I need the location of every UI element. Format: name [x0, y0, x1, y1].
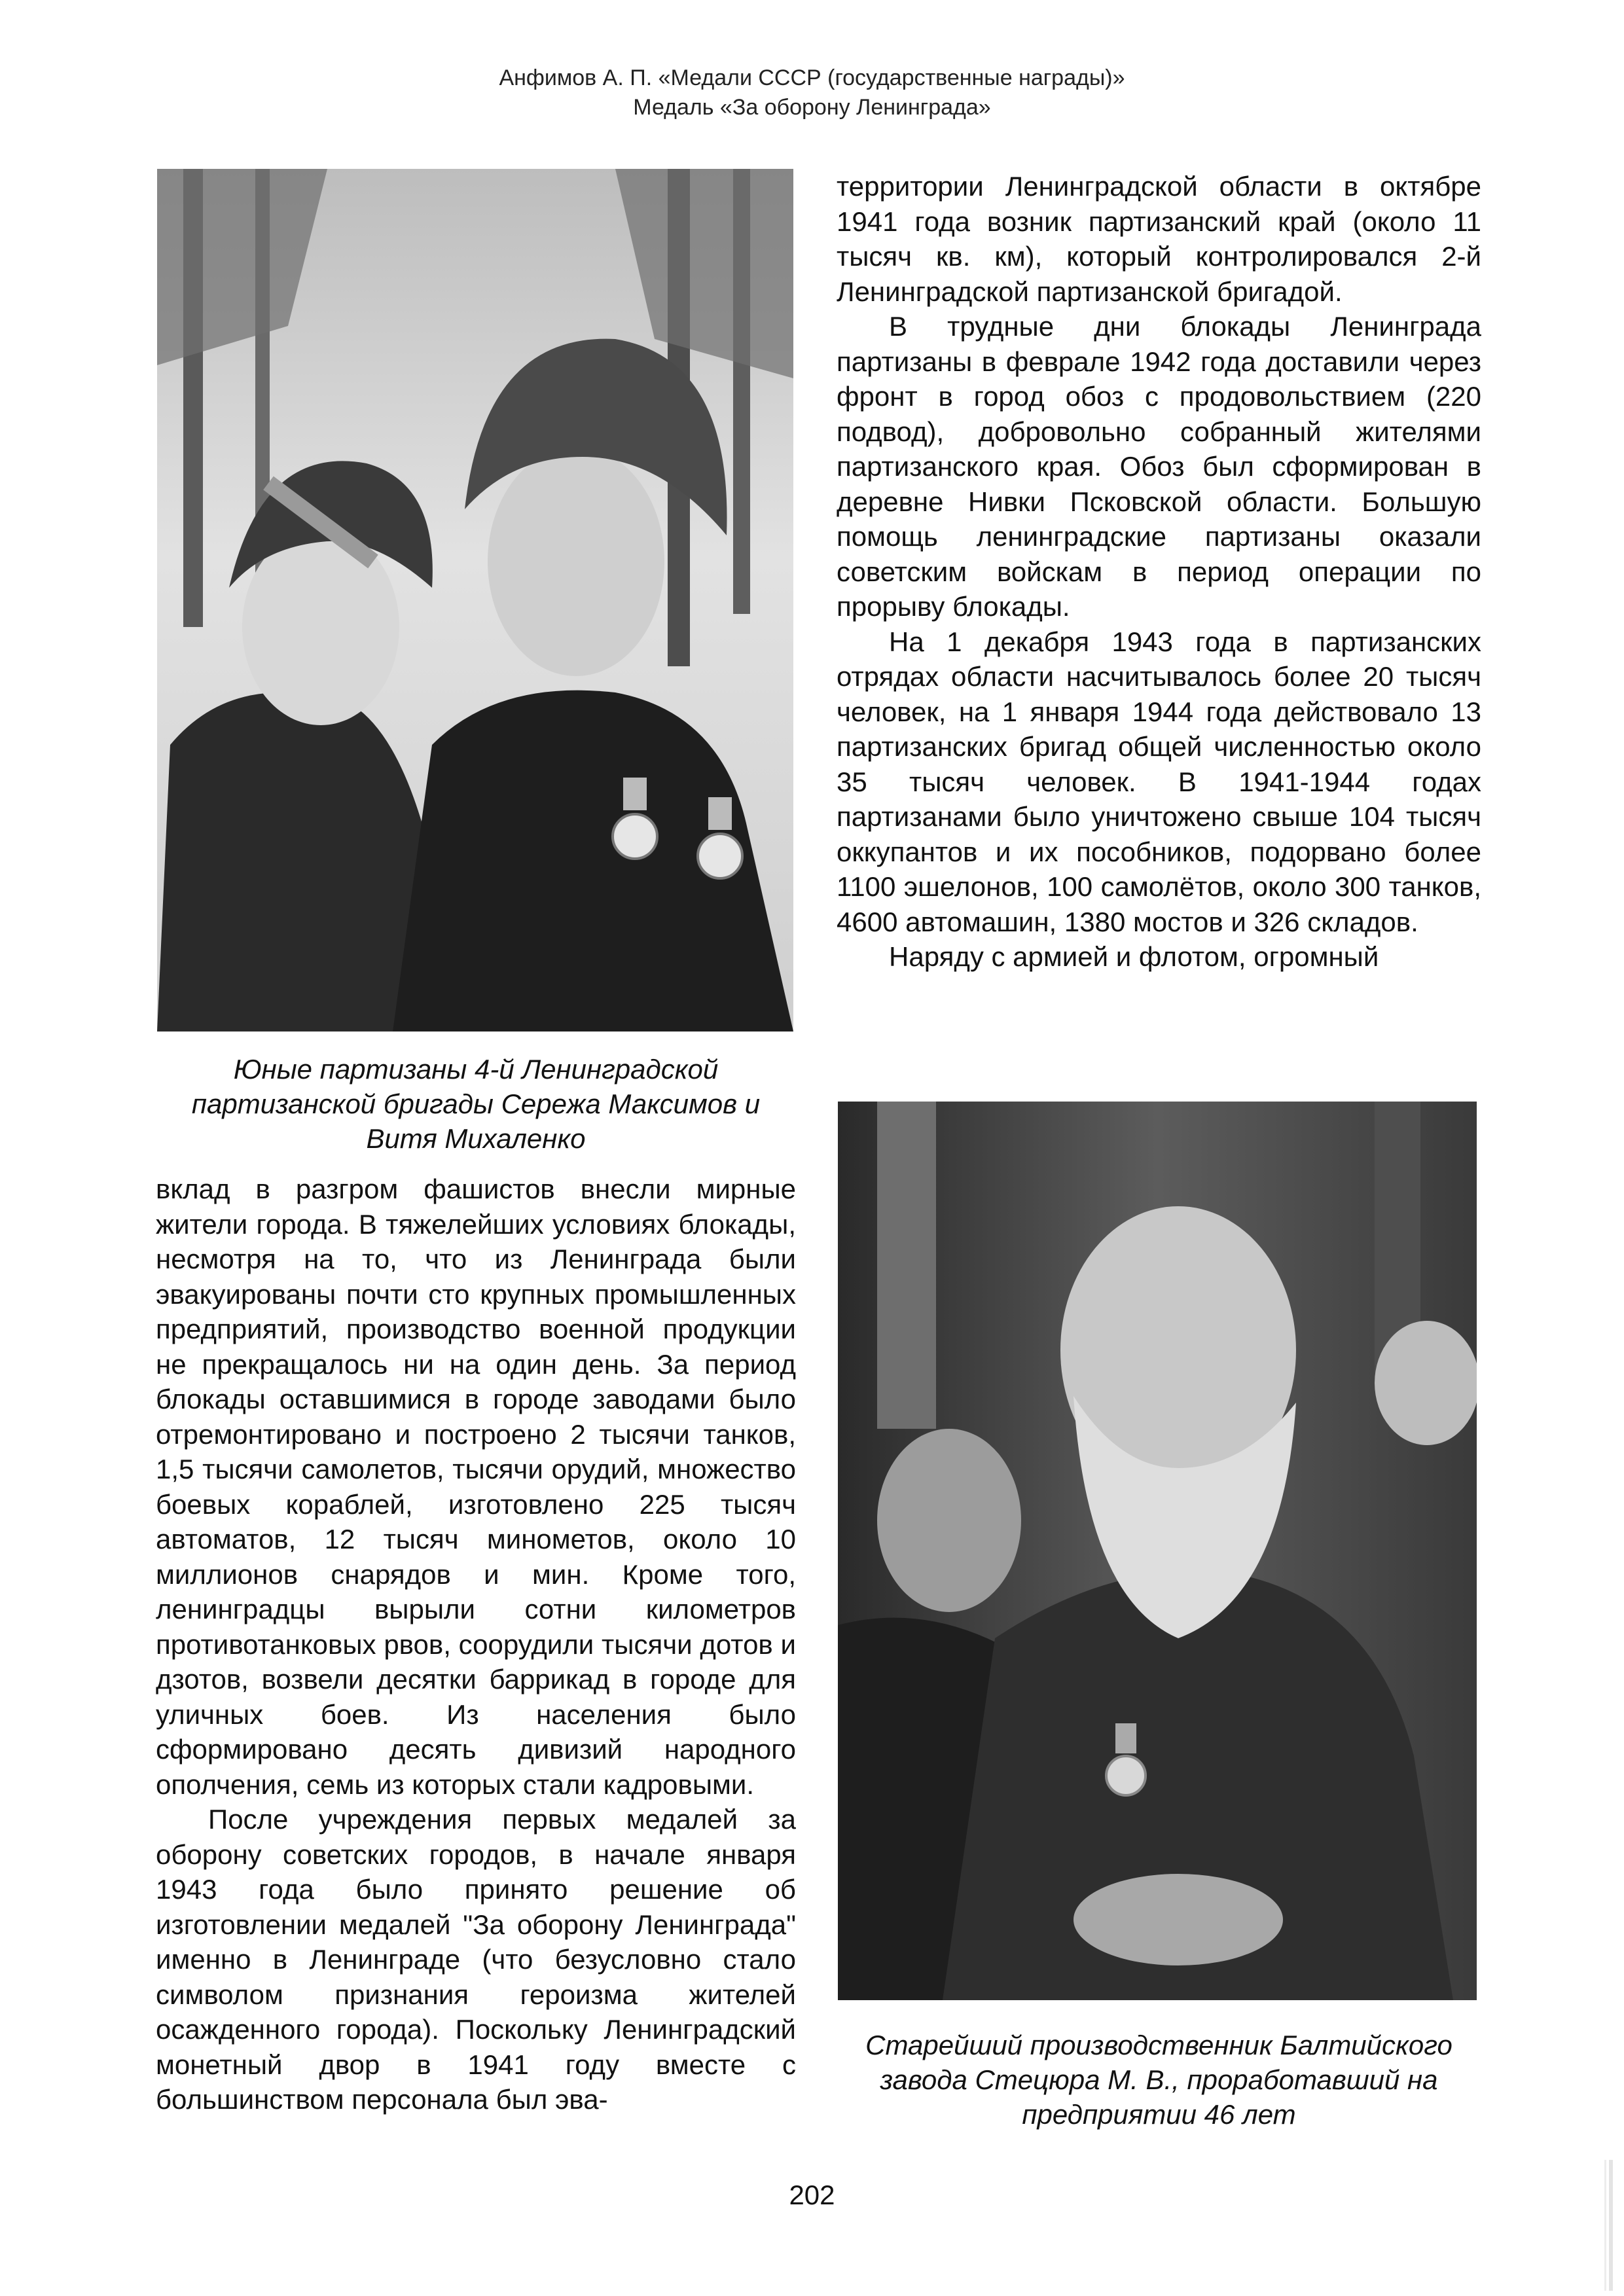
running-header-title: Анфимов А. П. «Медали СССР (государственные награды)»	[499, 65, 1125, 90]
photo-young-partisans-caption: Юные партизаны 4-й Ленинградской партизанской бригады Сережа Максимов и Витя Михаленко	[191, 1054, 761, 1154]
photo-elderly-worker	[838, 1102, 1477, 2000]
paragraph: Наряду с армией и флотом, огромный	[889, 941, 1379, 972]
running-header-subtitle: Медаль «За оборону Ленинграда»	[633, 95, 991, 120]
watermark-strip	[1597, 2160, 1617, 2291]
paragraph: территории Ленинградской области в октябре 1941 года возник партизанский край (около 11 тысяч кв. км), который контролировался 2-й Ленинградской партизанской бригадой.	[837, 171, 1481, 307]
photo-young-partisans	[157, 169, 793, 1031]
right-column-text	[837, 169, 1481, 975]
watermark-graphic	[1597, 2160, 1617, 2291]
paragraph: После учреждения первых медалей за оборону советских городов, в начале января 1943 года было принято решение об изготовлении медалей "За оборону Ленинграда" именно в Ленинграде (что безусловно стало символом признания героизма жителей осажденного города). Поскольку Ленинградский монетный двор в 1941 году вместе с большинством персонала был эва-	[156, 1804, 796, 2115]
paragraph: На 1 декабря 1943 года в партизанских отрядах области насчитывалось более 20 тысяч человек, на 1 января 1944 года действовало 13 партизанских бригад общей численностью около 35 тысяч человек. В 1941-1944 годах партизанами было уничтожено свыше 104 тысяч оккупантов и их пособников, подорвано более 1100 эшелонов, 100 самолётов, около 300 танков, 4600 автомашин, 1380 мостов и 326 складов.	[837, 626, 1481, 937]
photo-young-partisans-image	[157, 169, 793, 1031]
left-column-text	[156, 1172, 796, 2117]
photo-elderly-worker-caption: Старейший производственник Балтийского завода Стецюра М. В., проработавший на предприятии 46 лет	[865, 2030, 1453, 2130]
page-number: 202	[789, 2179, 835, 2210]
photo-elderly-worker-image	[838, 1102, 1477, 2000]
paragraph: вклад в разгром фашистов внесли мирные жители города. В тяжелейших условиях блокады, несмотря на то, что из Ленинграда были эвакуированы почти сто крупных промышленных предприятий, производство военной продукции не прекращалось ни на один день. За период блокады оставшимися в городе заводами было отремонтировано и построено 2 тысячи танков, 1,5 тысячи самолетов, тысячи орудий, множество боевых кораблей, изготовлено 225 тысяч автоматов, 12 тысяч минометов, около 10 миллионов снарядов и мин. Кроме того, ленинградцы вырыли сотни километров противотанковых рвов, соорудили тысячи дотов и дзотов, возвели десятки баррикад в городе для уличных боев. Из населения было сформировано десять дивизий народного ополчения, семь из которых стали кадровыми.	[156, 1174, 796, 1800]
paragraph: В трудные дни блокады Ленинграда партизаны в феврале 1942 года доставили через фронт в город обоз с продовольствием (220 подвод), добровольно собранный жителями партизанского края. Обоз был сформирован в деревне Нивки Псковской области. Большую помощь ленинградские партизаны оказали советским войскам в период операции по прорыву блокады.	[837, 311, 1481, 622]
